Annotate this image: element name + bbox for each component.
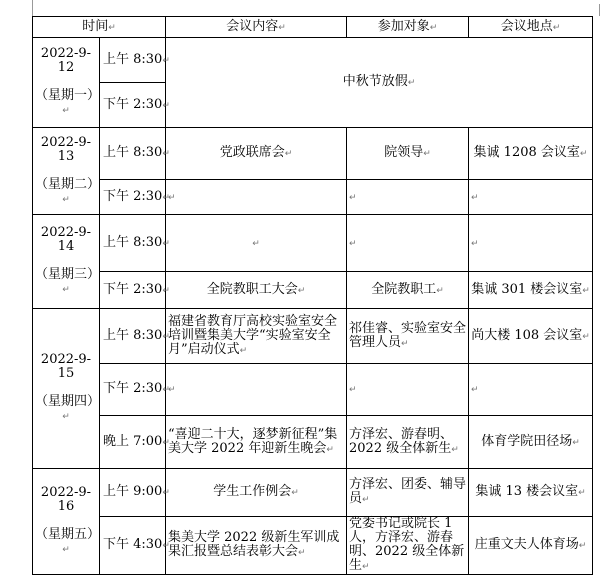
time-cell: 下午 2:30↵ xyxy=(100,364,166,416)
location-cell: 集诚 301 楼会议室↵ xyxy=(469,272,593,309)
table-row xyxy=(33,272,593,309)
time-cell: 下午 2:30↵ xyxy=(100,272,166,309)
location-cell: 体育学院田径场↵ xyxy=(469,416,593,469)
location-cell: ↵ xyxy=(469,180,593,215)
header-location: 会议地点↵ xyxy=(469,17,593,38)
location-cell: 尚大楼 108 会议室↵ xyxy=(469,309,593,364)
date-cell: 2022-9-14 （星期三）↵ xyxy=(33,215,100,309)
time-cell: 晚上 7:00↵ xyxy=(100,416,166,469)
location-cell: ↵ xyxy=(469,215,593,272)
table-row xyxy=(33,469,593,517)
table-row xyxy=(33,128,593,180)
holiday-cell: 中秋节放假↵ xyxy=(166,38,593,128)
header-content: 会议内容↵ xyxy=(166,17,347,38)
location-cell: 集诚 1208 会议室↵ xyxy=(469,128,593,180)
participants-cell: ↵ xyxy=(347,215,469,272)
page-margin-mark xyxy=(32,0,33,16)
table-row xyxy=(33,38,593,83)
location-cell: ↵ xyxy=(469,364,593,416)
table-row xyxy=(33,180,593,215)
time-cell: 上午 8:30↵ xyxy=(100,215,166,272)
header-participants: 参加对象↵ xyxy=(347,17,469,38)
content-cell: 福建省教育厅高校实验室安全培训暨集美大学“实验室安全月”启动仪式↵ xyxy=(166,309,347,364)
time-cell: 上午 8:30↵ xyxy=(100,128,166,180)
table-row xyxy=(33,517,593,575)
time-cell: 下午 2:30↵ xyxy=(100,180,166,215)
table-row xyxy=(33,309,593,364)
content-cell: 学生工作例会↵ xyxy=(166,469,347,517)
time-cell: 下午 4:30↵ xyxy=(100,517,166,575)
content-cell: ↵ xyxy=(166,364,347,416)
table-header-row xyxy=(33,17,593,38)
location-cell: 集诚 13 楼会议室↵ xyxy=(469,469,593,517)
participants-cell: ↵ xyxy=(347,364,469,416)
date-cell: 2022-9-12 （星期一）↵ xyxy=(33,38,100,128)
meeting-schedule-table xyxy=(32,16,593,575)
participants-cell: ↵ xyxy=(347,180,469,215)
date-cell: 2022-9-13 （星期二）↵ xyxy=(33,128,100,215)
time-cell: 上午 8:30↵ xyxy=(100,309,166,364)
header-time: 时间↵ xyxy=(33,17,166,38)
participants-cell: 院领导↵ xyxy=(347,128,469,180)
content-cell: 集美大学 2022 级新生军训成果汇报暨总结表彰大会↵ xyxy=(166,517,347,575)
page-margin-mark xyxy=(599,4,600,16)
participants-cell: 全院教职工↵ xyxy=(347,272,469,309)
location-cell: 庄重文夫人体育场↵ xyxy=(469,517,593,575)
date-cell: 2022-9-15 （星期四）↵ xyxy=(33,309,100,469)
participants-cell: 党委书记或院长 1 人，方泽宏、游春明、2022 级全体新生↵ xyxy=(347,517,469,575)
time-cell: 上午 9:00↵ xyxy=(100,469,166,517)
participants-cell: 方泽宏、团委、辅导员↵ xyxy=(347,469,469,517)
content-cell: 全院教职工大会↵ xyxy=(166,272,347,309)
date-cell: 2022-9-16 （星期五）↵ xyxy=(33,469,100,575)
time-cell: 下午 2:30↵ xyxy=(100,83,166,128)
time-cell: 上午 8:30↵ xyxy=(100,38,166,83)
content-cell: “喜迎二十大，逐梦新征程”集美大学 2022 年迎新生晚会↵ xyxy=(166,416,347,469)
table-row xyxy=(33,416,593,469)
table-row xyxy=(33,364,593,416)
participants-cell: 方泽宏、游春明、2022 级全体新生↵ xyxy=(347,416,469,469)
content-cell: ↵ xyxy=(166,180,347,215)
participants-cell: 祁佳睿、实验室安全管理人员↵ xyxy=(347,309,469,364)
content-cell: 党政联席会↵ xyxy=(166,128,347,180)
table-row xyxy=(33,215,593,272)
content-cell: ↵ xyxy=(166,215,347,272)
